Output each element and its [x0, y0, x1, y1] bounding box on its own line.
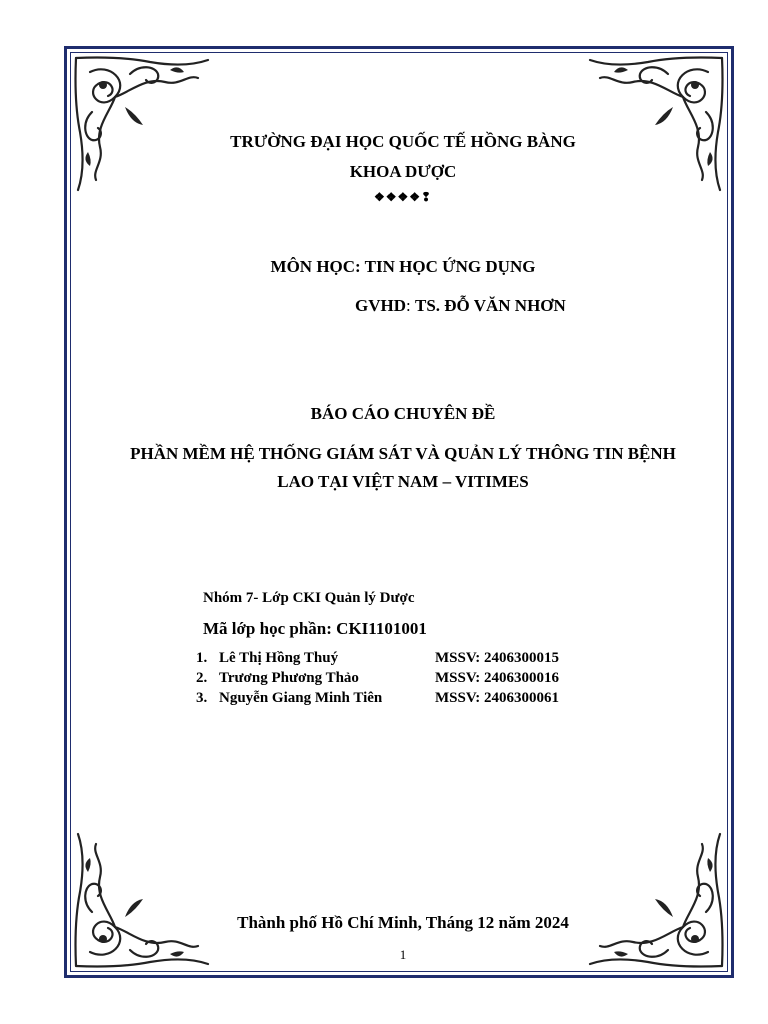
member-mssv: MSSV: 2406300061	[435, 690, 560, 706]
member-number: 3.	[196, 690, 208, 706]
member-number: 1.	[196, 650, 208, 666]
class-code-value: CKI1101001	[336, 619, 427, 638]
advisor-line	[355, 296, 566, 316]
advisor-name: TS. ĐỖ VĂN NHƠN	[414, 296, 566, 315]
member-name: Nguyễn Giang Minh Tiên	[219, 690, 383, 706]
subject-title: MÔN HỌC: TIN HỌC ỨNG DỤNG	[270, 257, 536, 276]
member-name: Trương Phương Thảo	[219, 670, 359, 686]
decorative-symbols: ❖❖❖❖❢	[373, 190, 433, 204]
city-date: Thành phố Hồ Chí Minh, Tháng 12 năm 2024	[237, 913, 569, 932]
faculty-name: KHOA DƯỢC	[349, 162, 457, 181]
advisor-label: GVHD	[355, 296, 406, 315]
class-code-label: Mã lớp học phần:	[203, 619, 337, 638]
advisor-separator: :	[406, 296, 415, 315]
report-title-line-1: PHẦN MỀM HỆ THỐNG GIÁM SÁT VÀ QUẢN LÝ THÔNG TIN BỆNH	[130, 444, 676, 463]
page-number: 1	[399, 947, 407, 962]
member-name: Lê Thị Hồng Thuý	[219, 650, 339, 666]
report-title-line-2: LAO TẠI VIỆT NAM – VITIMES	[277, 472, 529, 491]
member-mssv: MSSV: 2406300016	[435, 670, 560, 686]
class-code-line	[203, 619, 427, 639]
report-type: BÁO CÁO CHUYÊN ĐỀ	[310, 404, 496, 423]
group-name: Nhóm 7- Lớp CKI Quản lý Dược	[203, 590, 415, 606]
member-number: 2.	[196, 670, 208, 686]
school-name: TRƯỜNG ĐẠI HỌC QUỐC TẾ HỒNG BÀNG	[230, 132, 576, 151]
member-mssv: MSSV: 2406300015	[435, 650, 560, 666]
